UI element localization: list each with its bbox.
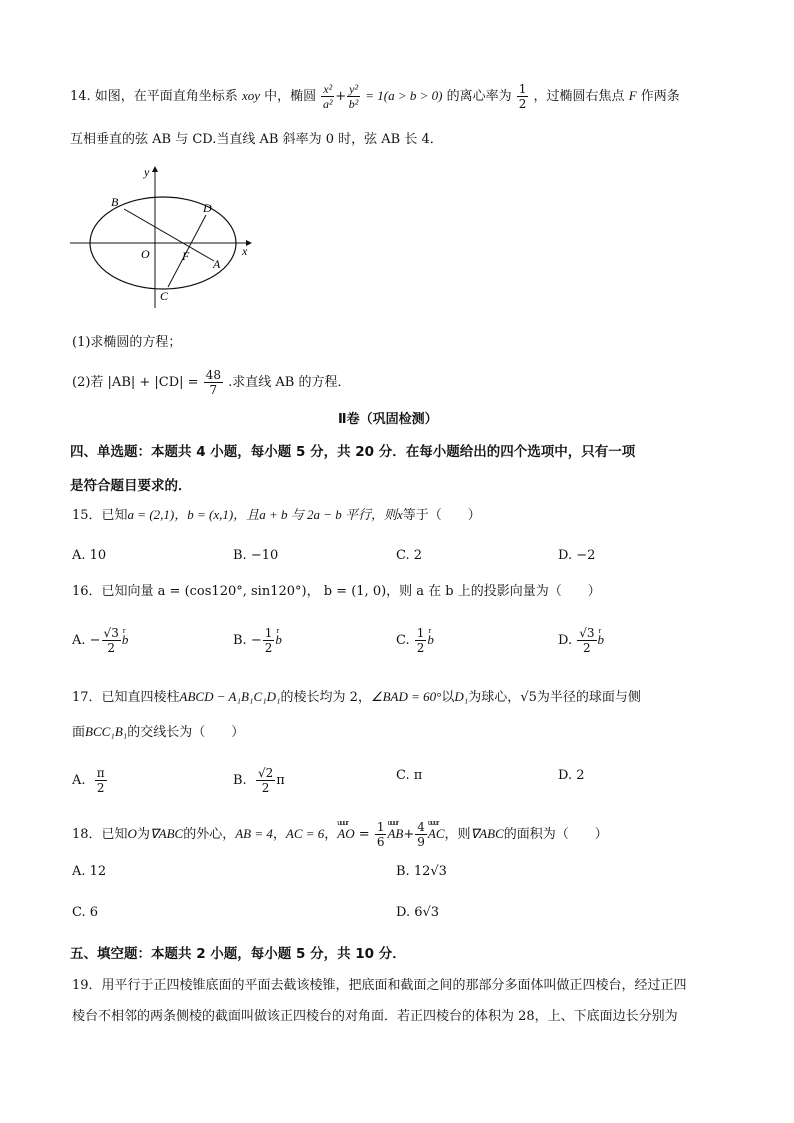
eccentricity-value: $\frac{1}{2}$ xyxy=(518,82,527,111)
q14-xoy: xoy xyxy=(241,88,260,103)
q18-stem: 18．已知O为∇ABC的外心，AB = 4，AC = 6，uuur AO = $\frac{1}{6}$ uuur AB+ $\frac{4}{9}$ uuur AC，则∇ABC的面积为（ ） xyxy=(72,820,608,849)
q17-option-D: D. 2 xyxy=(558,768,585,783)
q14-line1-e: 作两条 xyxy=(640,89,680,104)
q15-option-B: B. −10 xyxy=(233,548,279,563)
label-C: C xyxy=(160,289,169,303)
q14-part2-fraction: $\frac{48}{7}$ xyxy=(205,368,221,397)
q17-option-B: B. $\frac{√2}{2}$ π xyxy=(233,766,285,795)
q15-option-D: D. −2 xyxy=(558,548,596,563)
q14-line1-d: ，过椭圆右焦点 xyxy=(533,89,625,104)
label-A: A xyxy=(213,257,221,271)
ellipse-y-term: $\frac{\text{y²}}{\text{b²}}$ xyxy=(348,82,359,111)
q17-option-A: A. $\frac{\pi}{2}$ xyxy=(72,766,105,795)
q17-option-C: C. π xyxy=(396,768,423,783)
q16-option-A: A. − $\frac{√3}{2}$ r b xyxy=(72,626,128,655)
sec4-heading1: 四、单选题：本题共 4 小题，每小题 5 分，共 20 分．在每小题给出的四个选项中，只有一项 xyxy=(70,444,636,460)
label-D: D xyxy=(203,201,212,215)
q15-stem-e: 等于（ ） xyxy=(402,508,481,523)
q15-vec-a: a = (2,1)， xyxy=(127,507,188,522)
q14-line1-b: 中，椭圆 xyxy=(264,89,317,104)
q14-condition: = 1(a > b > 0) xyxy=(365,88,443,103)
q18-option-C: C. 6 xyxy=(72,905,99,920)
q15-stem xyxy=(72,505,481,526)
q14-part1: (1)求椭圆的方程； xyxy=(72,335,182,350)
q14-line1: 14. 如图，在平面直角坐标系 xoy 中，椭圆 $\frac{\text{x²}}{\text{a²}}$ + $\frac{\text{y²}}{\text{b²}}$ = 1(a > b > 0) 的离心率为 $\frac{1}{2}$ ，过椭圆右焦点 F 作两条 xyxy=(70,82,680,111)
q14-part2-a: (2)若 |AB| + |CD| = xyxy=(72,375,199,390)
chord-AB xyxy=(124,209,214,261)
q17-line2: 面BCC₁B₁的交线长为（ ） xyxy=(72,724,245,740)
q17-line1: 17．已知直四棱柱ABCD − A₁B₁C₁D₁的棱长均为 2，∠BAD = 60°以D₁为球心，√5为半径的球面与侧 xyxy=(72,689,641,705)
label-O: O xyxy=(141,247,150,261)
q15-option-C: C. 2 xyxy=(396,548,423,563)
label-B: B xyxy=(111,195,119,209)
q15-option-A: A. 10 xyxy=(72,548,107,563)
q18-option-D: D. 6√3 xyxy=(396,905,440,920)
y-axis-arrow xyxy=(152,166,158,172)
sec5-heading: 五、填空题：本题共 2 小题，每小题 5 分，共 10 分． xyxy=(70,946,406,962)
q18-option-A: A. 12 xyxy=(72,864,107,879)
q16-stem: 16．已知向量 a = (cos120°, sin120°)， b = (1, 0)，则 a 在 b 上的投影向量为（ ） xyxy=(72,584,601,599)
q14-part2-b: .求直线 AB 的方程． xyxy=(228,375,351,390)
q14-F: F xyxy=(628,88,637,103)
q15-stem-a: 15．已知 xyxy=(72,508,128,523)
q14-line1-a: 14. 如图，在平面直角坐标系 xyxy=(70,89,238,104)
q15-vec-b: b = (x,1)，且 xyxy=(187,507,260,522)
q16-option-B: B. − $\frac{1}{2}$ r b xyxy=(233,626,282,655)
q14-line2: 互相垂直的弦 AB 与 CD.当直线 AB 斜率为 0 时，弦 AB 长 4． xyxy=(70,132,443,147)
q15-x: x xyxy=(396,507,403,522)
q19-line2: 棱台不相邻的两条侧棱的截面叫做该正四棱台的对角面．若正四棱台的体积为 28，上、下底面边长分别为 xyxy=(72,1009,678,1024)
q14-part2 xyxy=(72,368,350,397)
sec4-heading2: 是符合题目要求的． xyxy=(70,478,192,494)
ellipse-x-term: $\frac{\text{x²}}{\text{a²}}$ xyxy=(322,82,333,111)
q15-parallel: a + b 与 2a − b 平行，则 xyxy=(259,507,397,522)
q16-option-C: C. $\frac{1}{2}$ r b xyxy=(396,626,434,655)
q18-option-B: B. 12√3 xyxy=(396,864,447,879)
ellipse-figure xyxy=(68,160,258,315)
q16-option-D: D. $\frac{√3}{2}$ r b xyxy=(558,626,604,655)
label-x: x xyxy=(242,244,248,258)
label-F: F xyxy=(182,249,190,263)
q14-line1-c: 的离心率为 xyxy=(446,89,512,104)
label-y: y xyxy=(144,165,150,179)
section2-title: Ⅱ卷（巩固检测） xyxy=(338,412,438,427)
q19-line1: 19．用平行于正四棱锥底面的平面去截该棱锥，把底面和截面之间的那部分多面体叫做正四棱台，经过正四 xyxy=(72,978,687,993)
